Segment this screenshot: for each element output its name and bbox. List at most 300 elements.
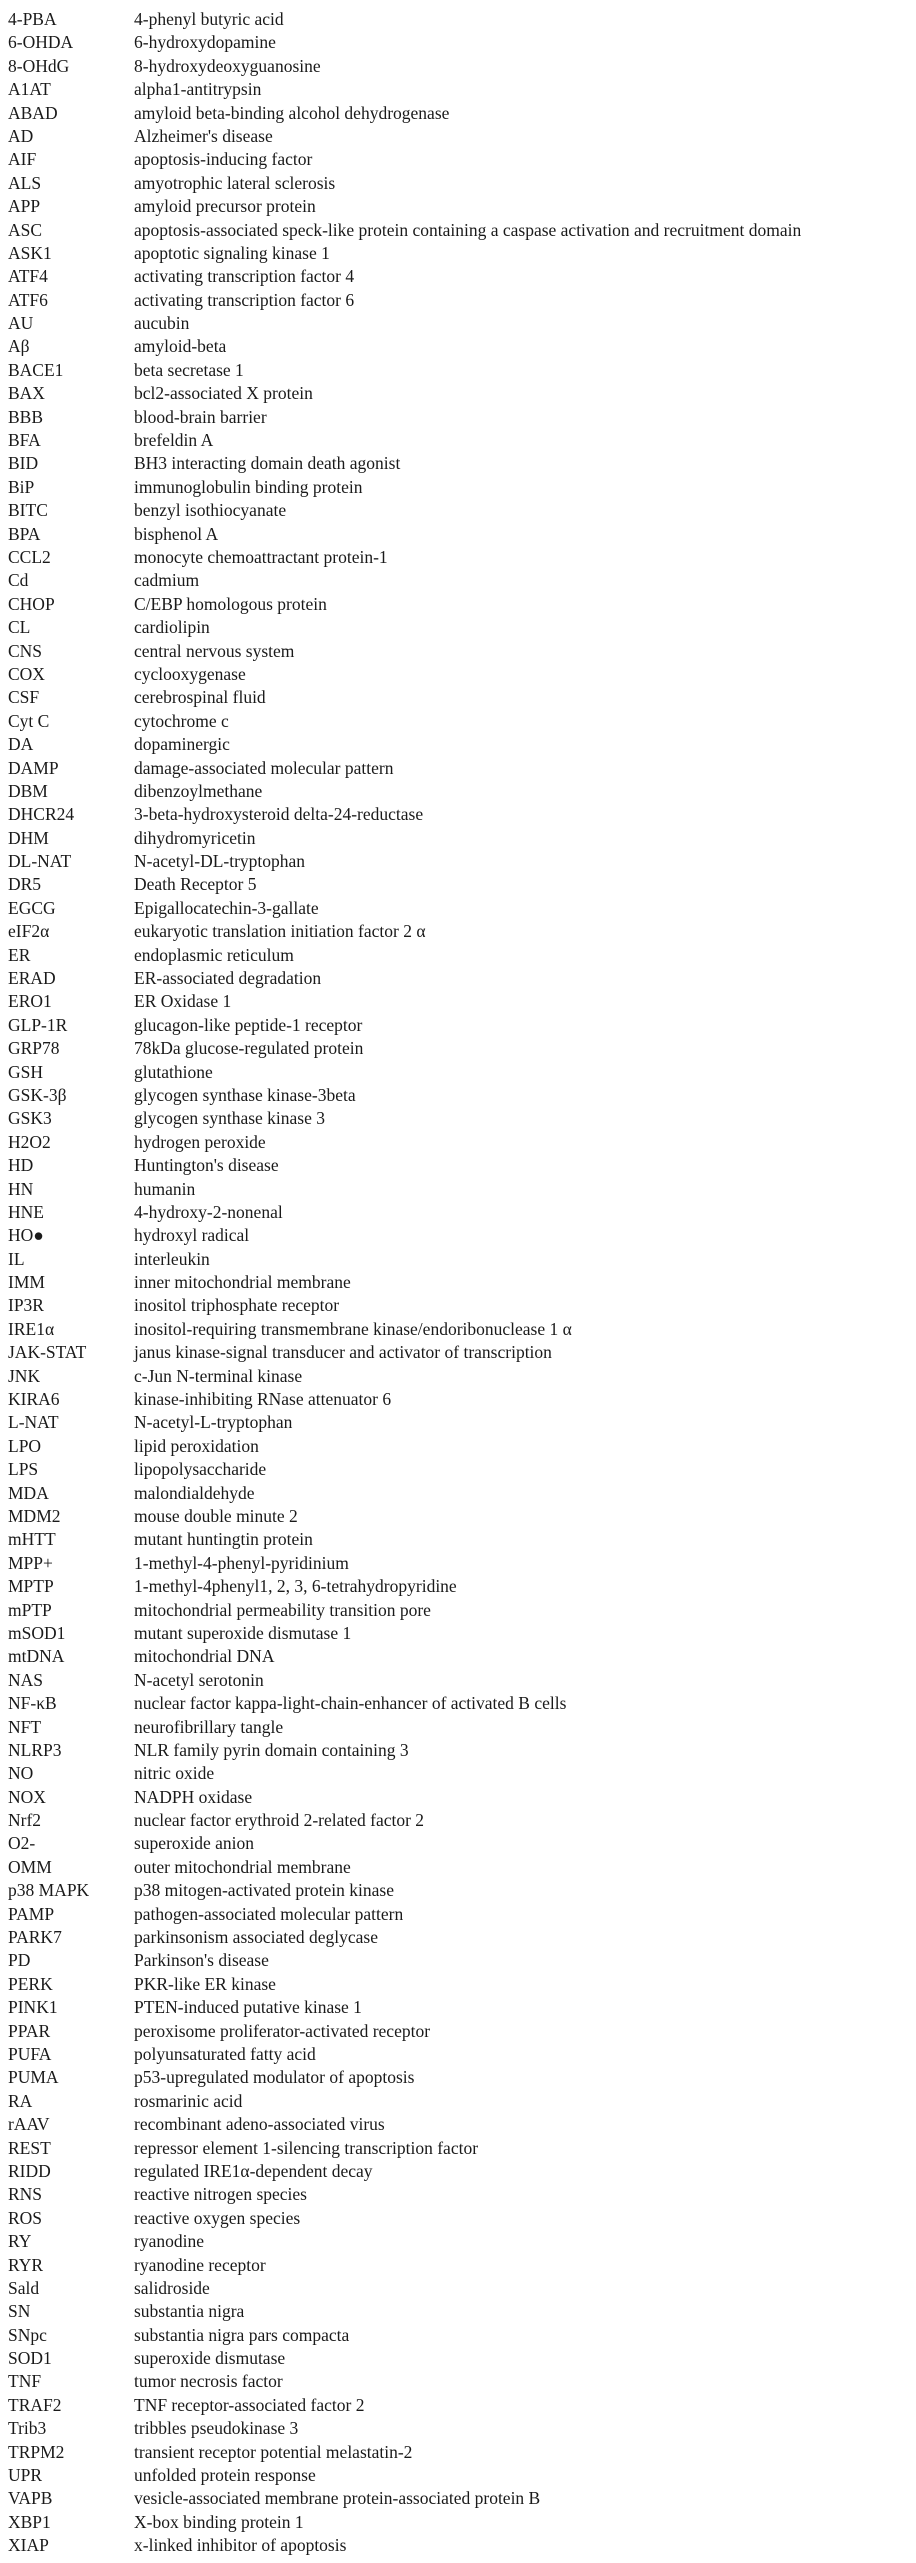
abbreviation-row — [8, 31, 916, 54]
abbreviation-definition: nitric oxide — [134, 1763, 215, 1784]
abbreviation-definition: cytochrome c — [134, 710, 229, 731]
abbreviation-definition: pathogen-associated molecular pattern — [134, 1903, 404, 1924]
abbreviation-definition: polyunsaturated fatty acid — [134, 2043, 316, 2064]
abbreviation-term: p38 MAPK — [8, 1880, 90, 1901]
abbreviation-row — [8, 944, 916, 967]
abbreviation-row — [8, 733, 916, 756]
abbreviation-term: ERAD — [8, 968, 56, 989]
abbreviation-row — [8, 289, 916, 312]
abbreviation-definition: janus kinase-signal transducer and activator of transcription — [134, 1342, 552, 1363]
abbreviation-row — [8, 382, 916, 405]
abbreviation-row — [8, 1084, 916, 1107]
abbreviation-term: Sald — [8, 2277, 40, 2298]
abbreviation-row — [8, 873, 916, 896]
abbreviation-row — [8, 1365, 916, 1388]
abbreviation-row — [8, 1294, 916, 1317]
abbreviation-term: AIF — [8, 149, 37, 170]
abbreviation-row — [8, 1131, 916, 1154]
abbreviation-definition: BH3 interacting domain death agonist — [134, 453, 401, 474]
abbreviation-row — [8, 172, 916, 195]
abbreviation-definition: Death Receptor 5 — [134, 874, 257, 895]
abbreviation-definition: recombinant adeno-associated virus — [134, 2114, 385, 2135]
abbreviation-term: PARK7 — [8, 1927, 62, 1948]
abbreviation-term: DAMP — [8, 757, 59, 778]
abbreviation-term: RY — [8, 2231, 32, 2252]
abbreviation-row — [8, 2020, 916, 2043]
abbreviation-row — [8, 1201, 916, 1224]
abbreviation-term: DA — [8, 734, 34, 755]
abbreviation-definition: bisphenol A — [134, 523, 219, 544]
abbreviation-row — [8, 990, 916, 1013]
abbreviation-row — [8, 359, 916, 382]
abbreviation-row — [8, 78, 916, 101]
abbreviation-definition: amyloid precursor protein — [134, 196, 316, 217]
abbreviation-definition: 78kDa glucose-regulated protein — [134, 1038, 364, 1059]
abbreviation-term: GLP-1R — [8, 1014, 68, 1035]
abbreviation-term: NAS — [8, 1669, 44, 1690]
abbreviation-definition: apoptotic signaling kinase 1 — [134, 242, 330, 263]
abbreviation-definition: reactive oxygen species — [134, 2207, 301, 2228]
abbreviation-term: RA — [8, 2090, 33, 2111]
abbreviation-definition: Alzheimer's disease — [134, 125, 273, 146]
abbreviation-definition: lipid peroxidation — [134, 1435, 259, 1456]
abbreviation-definition: inositol-requiring transmembrane kinase/endoribonuclease 1 α — [134, 1318, 572, 1339]
abbreviation-definition: apoptosis-associated speck-like protein containing a caspase activation and recruitment domain — [134, 219, 802, 240]
abbreviation-definition: hydroxyl radical — [134, 1225, 250, 1246]
abbreviation-term: BBB — [8, 406, 44, 427]
abbreviation-definition: dihydromyricetin — [134, 827, 256, 848]
abbreviation-term: JNK — [8, 1365, 41, 1386]
abbreviation-row — [8, 195, 916, 218]
abbreviation-row — [8, 1482, 916, 1505]
abbreviation-definition: brefeldin A — [134, 430, 214, 451]
abbreviation-row — [8, 2207, 916, 2230]
abbreviation-definition: mouse double minute 2 — [134, 1506, 298, 1526]
abbreviation-definition: bcl2-associated X protein — [134, 383, 313, 404]
abbreviation-definition: activating transcription factor 6 — [134, 289, 355, 310]
abbreviation-row — [8, 312, 916, 335]
abbreviation-term: SOD1 — [8, 2348, 52, 2369]
abbreviation-term: BAX — [8, 383, 45, 404]
abbreviation-term: GRP78 — [8, 1038, 60, 1059]
abbreviation-term: SN — [8, 2301, 31, 2322]
abbreviation-definition: p38 mitogen-activated protein kinase — [134, 1880, 394, 1901]
abbreviation-definition: cyclooxygenase — [134, 663, 246, 684]
abbreviation-row — [8, 1458, 916, 1481]
abbreviation-row — [8, 2113, 916, 2136]
abbreviation-term: Cd — [8, 570, 29, 591]
abbreviation-row — [8, 663, 916, 686]
abbreviation-definition: cardiolipin — [134, 617, 210, 638]
abbreviation-row — [8, 242, 916, 265]
abbreviation-term: PPAR — [8, 2020, 51, 2041]
abbreviation-row — [8, 8, 916, 31]
abbreviation-definition: cerebrospinal fluid — [134, 687, 266, 708]
abbreviation-term: ATF4 — [8, 266, 48, 287]
abbreviation-definition: aucubin — [134, 313, 190, 334]
abbreviation-definition: C/EBP homologous protein — [134, 593, 327, 614]
abbreviation-term: Cyt C — [8, 710, 50, 731]
abbreviation-row — [8, 757, 916, 780]
abbreviation-row — [8, 2441, 916, 2464]
abbreviation-term: IP3R — [8, 1295, 44, 1316]
abbreviation-row — [8, 2230, 916, 2253]
abbreviation-term: NFT — [8, 1716, 42, 1737]
abbreviation-definition: neurofibrillary tangle — [134, 1716, 284, 1737]
abbreviation-row — [8, 2254, 916, 2277]
abbreviation-definition: p53-upregulated modulator of apoptosis — [134, 2067, 415, 2088]
abbreviation-term: DHM — [8, 827, 49, 848]
abbreviation-row — [8, 686, 916, 709]
abbreviation-row — [8, 710, 916, 733]
abbreviation-term: PINK1 — [8, 1997, 58, 2018]
abbreviation-term: IRE1α — [8, 1318, 55, 1339]
abbreviation-row — [8, 1107, 916, 1130]
abbreviation-definition: mutant huntingtin protein — [134, 1529, 313, 1550]
abbreviation-term: NF-κB — [8, 1693, 57, 1714]
abbreviation-row — [8, 1037, 916, 1060]
abbreviation-term: 8-OHdG — [8, 55, 70, 76]
abbreviation-term: DHCR24 — [8, 804, 75, 825]
abbreviation-term: TRPM2 — [8, 2441, 65, 2462]
abbreviation-row — [8, 967, 916, 990]
abbreviation-row — [8, 1832, 916, 1855]
abbreviation-term: Aβ — [8, 336, 30, 357]
abbreviation-term: RYR — [8, 2254, 44, 2275]
abbreviation-definition: immunoglobulin binding protein — [134, 476, 363, 497]
abbreviation-definition: cadmium — [134, 570, 200, 591]
abbreviation-row — [8, 2137, 916, 2160]
abbreviation-row — [8, 920, 916, 943]
abbreviation-definition: mitochondrial permeability transition pore — [134, 1599, 431, 1620]
abbreviation-row — [8, 476, 916, 499]
abbreviation-definition: malondialdehyde — [134, 1482, 255, 1503]
abbreviation-term: ASK1 — [8, 242, 52, 263]
abbreviation-term: IL — [8, 1248, 25, 1269]
abbreviation-row — [8, 1879, 916, 1902]
abbreviation-definition: activating transcription factor 4 — [134, 266, 355, 287]
abbreviation-definition: N-acetyl serotonin — [134, 1669, 264, 1690]
abbreviation-definition: ryanodine — [134, 2231, 204, 2252]
abbreviation-term: BiP — [8, 476, 35, 497]
abbreviation-row — [8, 1575, 916, 1598]
abbreviation-term: RIDD — [8, 2160, 51, 2181]
abbreviation-row — [8, 1341, 916, 1364]
abbreviation-definition: lipopolysaccharide — [134, 1459, 267, 1480]
abbreviation-definition: NLR family pyrin domain containing 3 — [134, 1739, 409, 1760]
abbreviation-row — [8, 803, 916, 826]
abbreviation-term: REST — [8, 2137, 51, 2158]
abbreviation-definition: glutathione — [134, 1061, 213, 1082]
abbreviation-term: TNF — [8, 2371, 42, 2392]
abbreviation-row — [8, 1388, 916, 1411]
abbreviation-term: BPA — [8, 523, 41, 544]
abbreviation-definition: benzyl isothiocyanate — [134, 500, 287, 521]
abbreviation-definition: ER Oxidase 1 — [134, 991, 232, 1012]
abbreviation-definition: repressor element 1-silencing transcription factor — [134, 2137, 479, 2158]
abbreviation-term: GSK-3β — [8, 1084, 67, 1105]
abbreviation-term: SNpc — [8, 2324, 47, 2345]
abbreviation-row — [8, 1061, 916, 1084]
abbreviation-row — [8, 640, 916, 663]
abbreviation-term: XIAP — [8, 2535, 49, 2556]
abbreviation-definition: N-acetyl-L-tryptophan — [134, 1412, 293, 1433]
abbreviation-definition: peroxisome proliferator-activated receptor — [134, 2020, 431, 2041]
abbreviation-definition: ryanodine receptor — [134, 2254, 266, 2275]
abbreviation-term: ABAD — [8, 102, 58, 123]
abbreviation-row — [8, 1809, 916, 1832]
abbreviation-row — [8, 827, 916, 850]
abbreviation-definition: substantia nigra pars compacta — [134, 2324, 350, 2345]
abbreviation-term: JAK-STAT — [8, 1342, 87, 1363]
abbreviation-row — [8, 1014, 916, 1037]
abbreviation-term: L-NAT — [8, 1412, 59, 1433]
abbreviation-term: NLRP3 — [8, 1739, 62, 1760]
abbreviation-term: 6-OHDA — [8, 32, 74, 53]
abbreviation-term: VAPB — [8, 2488, 53, 2509]
abbreviation-row — [8, 2394, 916, 2417]
abbreviation-row — [8, 1903, 916, 1926]
abbreviation-term: H2O2 — [8, 1131, 51, 1152]
abbreviation-row — [8, 148, 916, 171]
abbreviation-row — [8, 1973, 916, 1996]
abbreviation-definition: eukaryotic translation initiation factor 2 α — [134, 921, 426, 942]
abbreviation-term: 4-PBA — [8, 9, 57, 29]
abbreviation-term: BACE1 — [8, 359, 64, 380]
abbreviation-term: mtDNA — [8, 1646, 65, 1667]
abbreviation-term: AU — [8, 313, 34, 334]
abbreviation-definition: tumor necrosis factor — [134, 2371, 283, 2392]
abbreviation-row — [8, 850, 916, 873]
abbreviation-row — [8, 1762, 916, 1785]
abbreviation-definition: amyloid beta-binding alcohol dehydrogenase — [134, 102, 450, 123]
abbreviation-term: ERO1 — [8, 991, 52, 1012]
abbreviation-row — [8, 2487, 916, 2510]
abbreviation-definition: vesicle-associated membrane protein-associated protein B — [134, 2488, 541, 2509]
abbreviation-row — [8, 102, 916, 125]
abbreviation-row — [8, 616, 916, 639]
abbreviation-row — [8, 1739, 916, 1762]
abbreviation-row — [8, 1178, 916, 1201]
abbreviation-row — [8, 546, 916, 569]
abbreviation-row — [8, 2277, 916, 2300]
abbreviation-definition: amyloid-beta — [134, 336, 227, 357]
abbreviation-term: MDA — [8, 1482, 49, 1503]
abbreviation-row — [8, 2370, 916, 2393]
abbreviation-row — [8, 2066, 916, 2089]
abbreviation-term: ASC — [8, 219, 43, 240]
abbreviation-term: CL — [8, 617, 31, 638]
abbreviation-term: rAAV — [8, 2114, 50, 2135]
abbreviation-term: KIRA6 — [8, 1389, 60, 1410]
abbreviation-term: mPTP — [8, 1599, 52, 1620]
abbreviation-term: BID — [8, 453, 39, 474]
abbreviation-definition: PKR-like ER kinase — [134, 1973, 276, 1994]
abbreviation-row — [8, 1669, 916, 1692]
abbreviation-term: DBM — [8, 780, 48, 801]
abbreviation-term: ATF6 — [8, 289, 48, 310]
abbreviation-term: BITC — [8, 500, 48, 521]
abbreviation-term: eIF2α — [8, 921, 50, 942]
abbreviation-term: NO — [8, 1763, 34, 1784]
abbreviation-term: CHOP — [8, 593, 55, 614]
abbreviation-row — [8, 125, 916, 148]
abbreviation-definition: 4-hydroxy-2-nonenal — [134, 1201, 283, 1222]
abbreviation-definition: glucagon-like peptide-1 receptor — [134, 1014, 363, 1035]
abbreviation-term: CNS — [8, 640, 43, 661]
abbreviation-row — [8, 1435, 916, 1458]
abbreviation-term: mSOD1 — [8, 1622, 66, 1643]
abbreviation-definition: kinase-inhibiting RNase attenuator 6 — [134, 1389, 392, 1410]
abbreviation-term: DR5 — [8, 874, 42, 895]
abbreviation-definition: tribbles pseudokinase 3 — [134, 2418, 299, 2439]
abbreviation-term: HNE — [8, 1201, 44, 1222]
abbreviation-definition: Epigallocatechin-3-gallate — [134, 897, 319, 918]
abbreviation-row — [8, 1926, 916, 1949]
abbreviation-row — [8, 1318, 916, 1341]
abbreviation-row — [8, 429, 916, 452]
abbreviation-row — [8, 2090, 916, 2113]
abbreviation-definition: inner mitochondrial membrane — [134, 1272, 351, 1293]
abbreviation-row — [8, 2043, 916, 2066]
abbreviation-term: GSK3 — [8, 1108, 52, 1129]
abbreviation-definition: monocyte chemoattractant protein-1 — [134, 546, 388, 567]
abbreviation-definition: reactive nitrogen species — [134, 2184, 307, 2205]
abbreviation-row — [8, 55, 916, 78]
abbreviation-definition: unfolded protein response — [134, 2465, 316, 2486]
abbreviation-row — [8, 1411, 916, 1434]
abbreviation-row — [8, 406, 916, 429]
abbreviation-definition: Huntington's disease — [134, 1155, 279, 1176]
abbreviation-term: Trib3 — [8, 2418, 47, 2439]
abbreviation-term: O2- — [8, 1833, 36, 1854]
abbreviation-row — [8, 452, 916, 475]
abbreviation-definition: 8-hydroxydeoxyguanosine — [134, 55, 321, 76]
abbreviation-definition: nuclear factor erythroid 2-related factor 2 — [134, 1810, 425, 1831]
abbreviation-term: BFA — [8, 430, 41, 451]
abbreviation-row — [8, 1528, 916, 1551]
abbreviation-definition: blood-brain barrier — [134, 406, 267, 427]
abbreviation-row — [8, 523, 916, 546]
abbreviation-definition: X-box binding protein 1 — [134, 2511, 304, 2532]
abbreviation-definition: alpha1-antitrypsin — [134, 79, 262, 100]
abbreviation-row — [8, 2347, 916, 2370]
abbreviation-definition: beta secretase 1 — [134, 359, 244, 380]
abbreviation-row — [8, 780, 916, 803]
abbreviation-term: XBP1 — [8, 2511, 51, 2532]
abbreviation-definition: glycogen synthase kinase 3 — [134, 1108, 325, 1129]
abbreviation-row — [8, 897, 916, 920]
abbreviation-row — [8, 2534, 916, 2557]
abbreviation-term: NOX — [8, 1786, 46, 1807]
abbreviation-definition: c-Jun N-terminal kinase — [134, 1365, 303, 1386]
abbreviation-definition: amyotrophic lateral sclerosis — [134, 172, 336, 193]
abbreviation-definition: inositol triphosphate receptor — [134, 1295, 340, 1316]
abbreviation-row — [8, 1949, 916, 1972]
abbreviation-row — [8, 593, 916, 616]
abbreviation-definition: rosmarinic acid — [134, 2090, 243, 2111]
abbreviation-row — [8, 1154, 916, 1177]
abbreviation-definition: hydrogen peroxide — [134, 1131, 266, 1152]
abbreviation-definition: interleukin — [134, 1248, 210, 1269]
abbreviation-definition: apoptosis-inducing factor — [134, 149, 313, 170]
abbreviation-term: CSF — [8, 687, 40, 708]
abbreviation-row — [8, 1996, 916, 2019]
abbreviation-row — [8, 2464, 916, 2487]
abbreviation-term: CCL2 — [8, 546, 51, 567]
abbreviation-term: HN — [8, 1178, 34, 1199]
abbreviation-definition: damage-associated molecular pattern — [134, 757, 394, 778]
abbreviation-definition: humanin — [134, 1178, 196, 1199]
abbreviation-term: A1AT — [8, 79, 51, 100]
abbreviation-row — [8, 1505, 916, 1528]
abbreviation-definition: 3-beta-hydroxysteroid delta-24-reductase — [134, 804, 424, 825]
abbreviation-term: MPTP — [8, 1576, 54, 1597]
abbreviation-definition: 1-methyl-4-phenyl-pyridinium — [134, 1552, 349, 1573]
abbreviation-row — [8, 1856, 916, 1879]
abbreviation-row — [8, 2324, 916, 2347]
abbreviation-definition: dibenzoylmethane — [134, 780, 263, 801]
abbreviation-term: PERK — [8, 1973, 53, 1994]
abbreviation-term: TRAF2 — [8, 2394, 62, 2415]
abbreviation-definition: transient receptor potential melastatin-2 — [134, 2441, 413, 2462]
abbreviation-definition: superoxide anion — [134, 1833, 255, 1854]
abbreviation-definition: endoplasmic reticulum — [134, 944, 294, 965]
abbreviation-definition: x-linked inhibitor of apoptosis — [134, 2535, 347, 2556]
abbreviation-term: IMM — [8, 1272, 45, 1293]
abbreviation-definition: nuclear factor kappa-light-chain-enhancer of activated B cells — [134, 1693, 567, 1714]
abbreviation-row — [8, 499, 916, 522]
abbreviation-term: Nrf2 — [8, 1810, 42, 1831]
abbreviation-definition: dopaminergic — [134, 734, 230, 755]
abbreviation-term: MDM2 — [8, 1506, 61, 1526]
abbreviation-term: ALS — [8, 172, 42, 193]
abbreviation-definition: glycogen synthase kinase-3beta — [134, 1084, 356, 1105]
abbreviation-row — [8, 1271, 916, 1294]
abbreviation-row — [8, 2300, 916, 2323]
abbreviation-definition: N-acetyl-DL-tryptophan — [134, 851, 306, 872]
abbreviation-row — [8, 335, 916, 358]
abbreviation-row — [8, 2183, 916, 2206]
abbreviation-term: LPO — [8, 1435, 42, 1456]
abbreviation-row — [8, 1692, 916, 1715]
abbreviation-definition: parkinsonism associated deglycase — [134, 1927, 378, 1948]
abbreviation-definition: outer mitochondrial membrane — [134, 1856, 351, 1877]
abbreviation-term: mHTT — [8, 1529, 56, 1550]
abbreviation-definition: 4-phenyl butyric acid — [134, 9, 284, 29]
abbreviation-term: LPS — [8, 1459, 39, 1480]
abbreviation-term: ROS — [8, 2207, 43, 2228]
abbreviation-term: HO● — [8, 1225, 44, 1246]
abbreviation-row — [8, 1622, 916, 1645]
abbreviation-term: DL-NAT — [8, 851, 72, 872]
abbreviation-term: PUMA — [8, 2067, 59, 2088]
abbreviation-definition: superoxide dismutase — [134, 2348, 286, 2369]
abbreviation-term: MPP+ — [8, 1552, 53, 1573]
abbreviation-row — [8, 1645, 916, 1668]
abbreviation-definition: salidroside — [134, 2277, 210, 2298]
abbreviation-term: UPR — [8, 2465, 43, 2486]
abbreviation-row — [8, 265, 916, 288]
abbreviation-row — [8, 569, 916, 592]
abbreviation-term: PD — [8, 1950, 31, 1971]
abbreviation-row — [8, 2417, 916, 2440]
abbreviation-row — [8, 1716, 916, 1739]
abbreviation-term: COX — [8, 663, 45, 684]
abbreviation-definition: mitochondrial DNA — [134, 1646, 275, 1667]
abbreviation-term: AD — [8, 125, 34, 146]
abbreviation-term: PAMP — [8, 1903, 55, 1924]
